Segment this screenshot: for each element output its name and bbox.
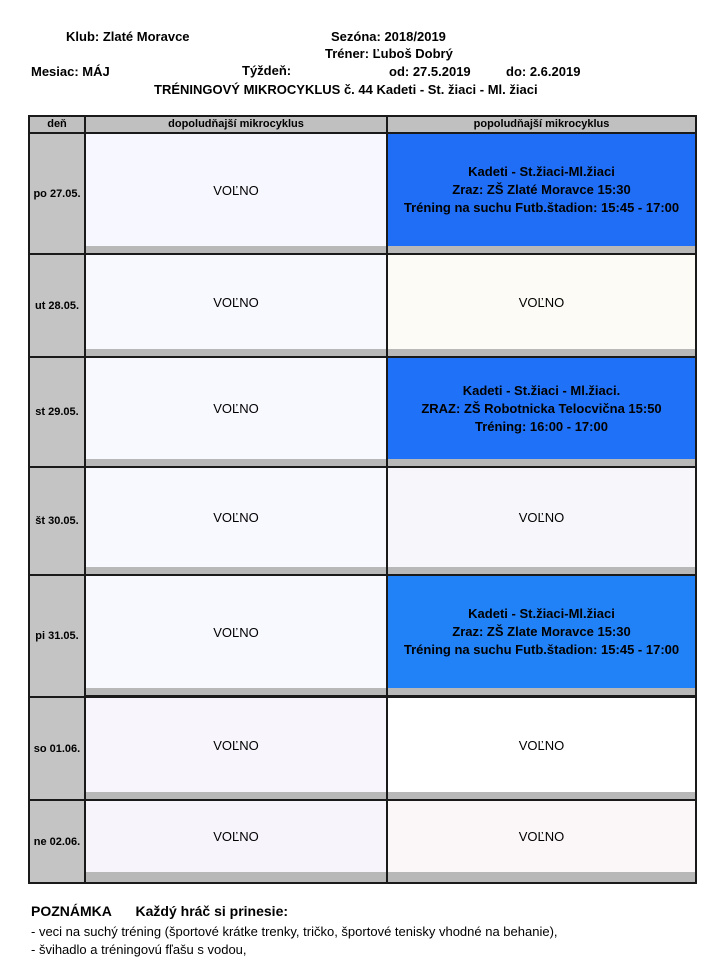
morning-cell: VOĽNO bbox=[86, 698, 386, 792]
training-meeting: Zraz: ZŠ Zlate Moravce 15:30 bbox=[452, 624, 631, 639]
morning-cell: VOĽNO bbox=[86, 576, 386, 688]
schedule-table bbox=[28, 115, 697, 884]
day-cell: št 30.05. bbox=[30, 468, 84, 574]
week-label: Týždeň: bbox=[242, 63, 292, 78]
day-cell: st 29.05. bbox=[30, 358, 84, 466]
coach-label: Tréner: Ľuboš Dobrý bbox=[325, 46, 453, 61]
afternoon-cell: VOĽNO bbox=[388, 698, 695, 792]
row-strip bbox=[388, 567, 695, 574]
day-cell: pi 31.05. bbox=[30, 576, 84, 696]
col-header-morning: dopoludňajší mikrocyklus bbox=[86, 117, 386, 132]
day-cell: so 01.06. bbox=[30, 698, 84, 799]
date-from: od: 27.5.2019 bbox=[389, 64, 471, 79]
afternoon-cell-training bbox=[388, 358, 695, 459]
afternoon-cell: VOĽNO bbox=[388, 801, 695, 872]
day-cell: po 27.05. bbox=[30, 134, 84, 253]
club-label: Klub: Zlaté Moravce bbox=[66, 29, 190, 44]
row-strip bbox=[86, 246, 386, 253]
row-strip bbox=[86, 459, 386, 466]
morning-cell: VOĽNO bbox=[86, 255, 386, 349]
row-strip bbox=[388, 349, 695, 356]
row-strip bbox=[86, 349, 386, 356]
morning-cell: VOĽNO bbox=[86, 358, 386, 459]
training-meeting: Zraz: ZŠ Zlaté Moravce 15:30 bbox=[452, 182, 631, 197]
season-label: Sezóna: 2018/2019 bbox=[331, 29, 446, 44]
row-strip bbox=[388, 872, 695, 882]
training-groups: Kadeti - St.žiaci - Ml.žiaci. bbox=[462, 382, 621, 398]
morning-cell: VOĽNO bbox=[86, 134, 386, 246]
date-to: do: 2.6.2019 bbox=[506, 64, 581, 79]
note-heading bbox=[31, 903, 288, 919]
afternoon-cell-training bbox=[388, 134, 695, 246]
row-strip bbox=[388, 246, 695, 253]
training-time: Tréning: 16:00 - 17:00 bbox=[475, 418, 608, 434]
training-groups: Kadeti - St.žiaci-Ml.žiaci bbox=[468, 164, 615, 179]
training-time: Tréning na suchu Futb.štadion: 15:45 - 17:00 bbox=[403, 200, 680, 215]
afternoon-cell-training bbox=[388, 576, 695, 688]
training-meeting: ZRAZ: ZŠ Robotnicka Telocvična 15:50 bbox=[421, 400, 662, 416]
note-line: - veci na suchý tréning (športové krátke trenky, tričko, športové tenisky vhodné na behanie), bbox=[31, 924, 558, 939]
afternoon-cell: VOĽNO bbox=[388, 255, 695, 349]
morning-cell: VOĽNO bbox=[86, 801, 386, 872]
afternoon-cell: VOĽNO bbox=[388, 468, 695, 567]
row-strip bbox=[86, 872, 386, 882]
note-line: - švihadlo a tréningovú fľašu s vodou, bbox=[31, 942, 247, 957]
row-strip bbox=[86, 792, 386, 799]
col-header-day: deň bbox=[30, 117, 84, 132]
note-title: POZNÁMKA bbox=[31, 903, 112, 919]
col-header-afternoon: popoludňajší mikrocyklus bbox=[388, 117, 695, 132]
training-time: Tréning na suchu Futb.štadion: 15:45 - 17:00 bbox=[403, 642, 680, 657]
row-strip bbox=[86, 688, 386, 695]
row-strip bbox=[86, 567, 386, 574]
row-strip bbox=[388, 688, 695, 695]
row-strip bbox=[388, 459, 695, 466]
month-label: Mesiac: MÁJ bbox=[31, 64, 110, 79]
day-cell: ut 28.05. bbox=[30, 255, 84, 356]
row-strip bbox=[388, 792, 695, 799]
day-cell: ne 02.06. bbox=[30, 801, 84, 882]
note-subtitle: Každý hráč si prinesie: bbox=[135, 903, 289, 919]
page-title: TRÉNINGOVÝ MIKROCYKLUS č. 44 Kadeti - St. žiaci - Ml. žiaci bbox=[154, 82, 538, 97]
training-groups: Kadeti - St.žiaci-Ml.žiaci bbox=[468, 606, 615, 621]
morning-cell: VOĽNO bbox=[86, 468, 386, 567]
